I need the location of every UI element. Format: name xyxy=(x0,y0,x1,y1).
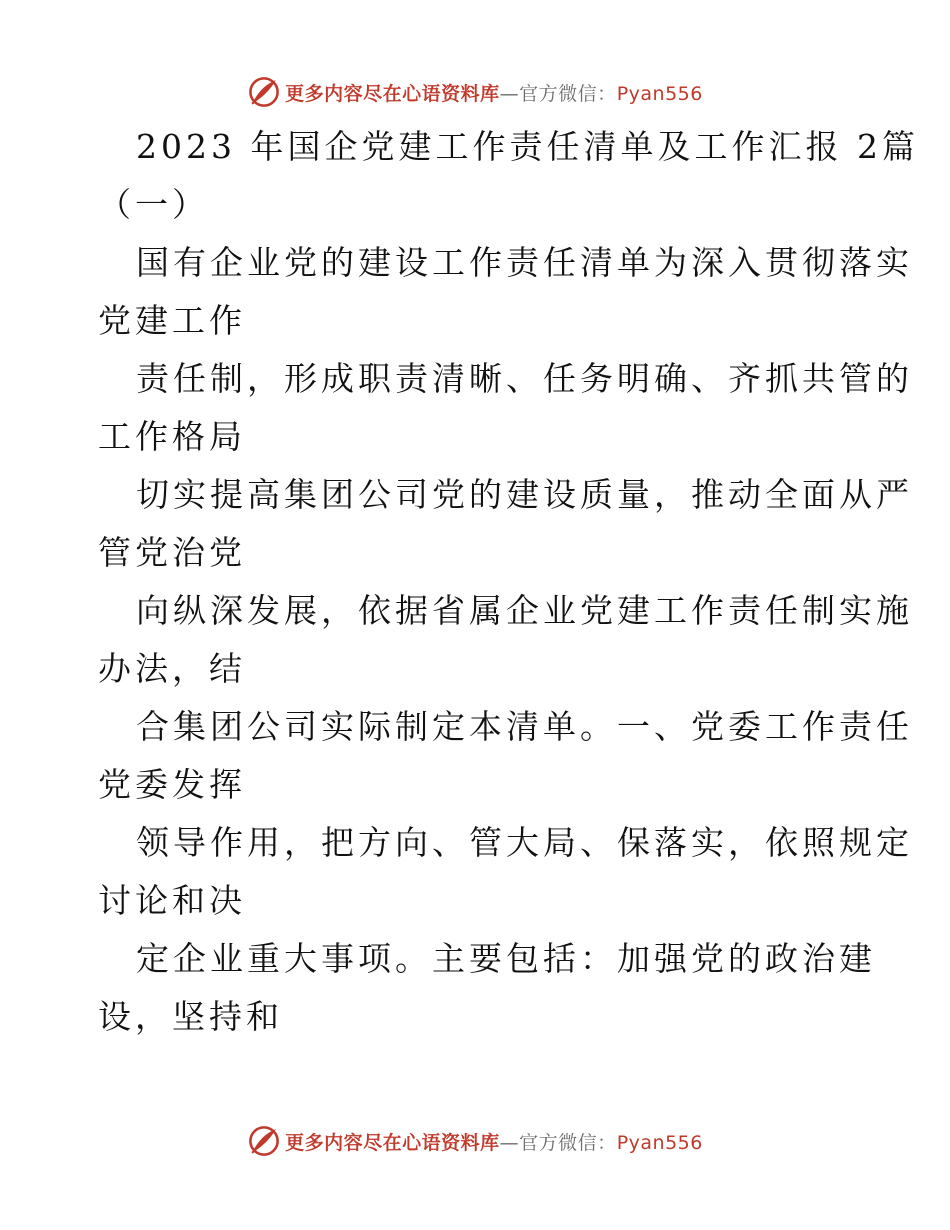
quill-pen-logo-icon xyxy=(247,1124,281,1158)
paragraph-line: 讨论和决 xyxy=(98,881,246,920)
watermark-text xyxy=(285,1128,703,1155)
paragraph-line: 管党治党 xyxy=(98,533,246,572)
watermark-label: —官方微信： xyxy=(499,1131,617,1154)
watermark-text xyxy=(285,79,703,106)
paragraph-line: 设，坚持和 xyxy=(98,997,283,1036)
paragraph-line: 党委发挥 xyxy=(98,765,246,804)
document-title: 2023 年国企党建工作责任清单及工作汇报 2篇 xyxy=(136,127,919,166)
watermark-wechat-id: Pyan556 xyxy=(616,1131,703,1154)
watermark-brand: 更多内容尽在心语资料库 xyxy=(285,82,500,105)
paragraph-line: 向纵深发展，依据省属企业党建工作责任制实施 xyxy=(136,591,913,630)
paragraph-line: 领导作用，把方向、管大局、保落实，依照规定 xyxy=(136,823,913,862)
footer-watermark xyxy=(0,1121,950,1161)
watermark-label: —官方微信： xyxy=(499,82,617,105)
paragraph-line: 党建工作 xyxy=(98,301,246,340)
paragraph-line: 责任制，形成职责清晰、任务明确、齐抓共管的 xyxy=(136,359,913,398)
paragraph-line: 工作格局 xyxy=(98,417,246,456)
quill-pen-logo-icon xyxy=(247,75,281,109)
paragraph-line: 切实提高集团公司党的建设质量，推动全面从严 xyxy=(136,475,913,514)
document-subtitle: （一） xyxy=(98,185,209,224)
watermark-brand: 更多内容尽在心语资料库 xyxy=(285,1131,500,1154)
paragraph-line: 国有企业党的建设工作责任清单为深入贯彻落实 xyxy=(136,243,913,282)
paragraph-line: 定企业重大事项。主要包括：加强党的政治建 xyxy=(136,939,876,978)
header-watermark xyxy=(0,72,950,112)
watermark-wechat-id: Pyan556 xyxy=(616,82,703,105)
document-body xyxy=(98,118,919,1046)
paragraph-line: 办法，结 xyxy=(98,649,246,688)
paragraph-line: 合集团公司实际制定本清单。一、党委工作责任 xyxy=(136,707,913,746)
